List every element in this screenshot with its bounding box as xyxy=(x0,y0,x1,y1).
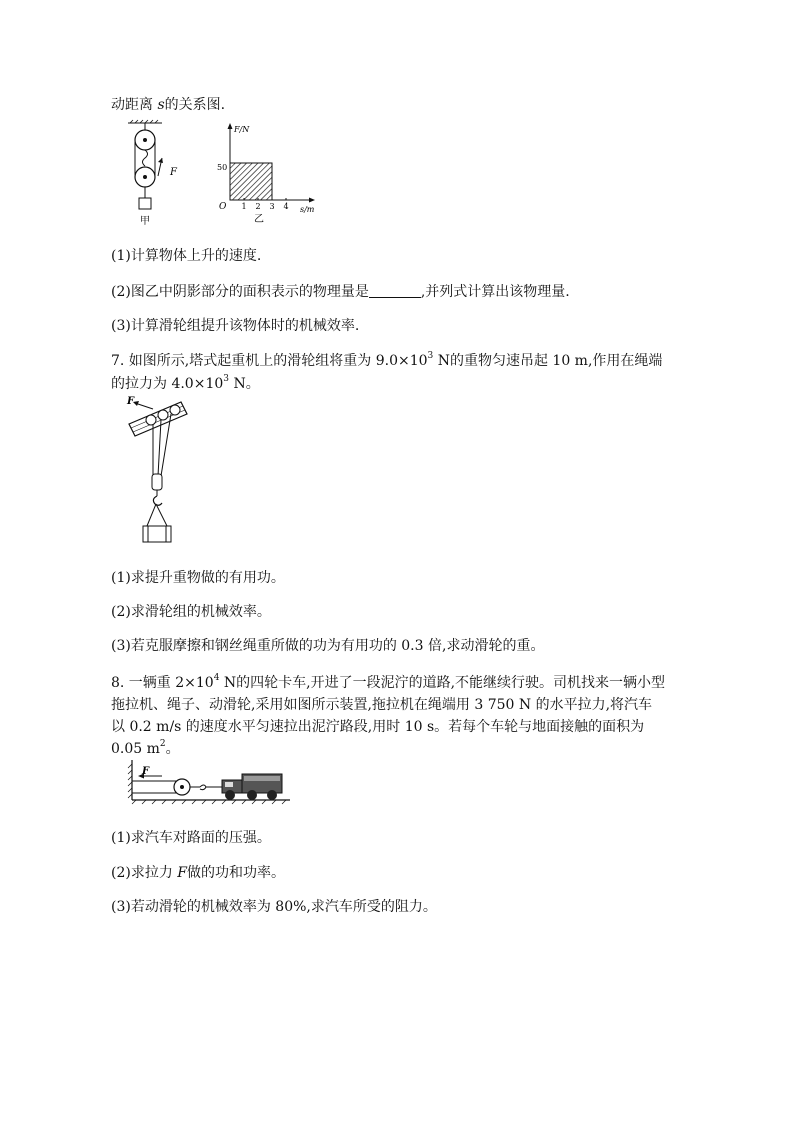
q8-line4-exp: 2 xyxy=(159,739,166,749)
fig-caption-jia: 甲 xyxy=(140,216,150,227)
truck-pulley-figure xyxy=(126,760,292,806)
q8-part2-pre: (2)求拉力 xyxy=(111,865,178,881)
intro-var-s: s xyxy=(157,97,165,113)
q7-line2-b: N。 xyxy=(229,376,260,392)
q8-line3: 以 0.2 m/s 的速度水平匀速拉出泥泞路段,用时 10 s。若每个车轮与地面接触的面积为 xyxy=(111,719,645,735)
crane-pulley-figure xyxy=(125,396,205,546)
q8-part2 xyxy=(111,864,285,882)
fs-graph-yi xyxy=(210,120,320,230)
q8-part2-post: 做的功和功率。 xyxy=(187,865,285,881)
q7-part1: (1)求提升重物做的有用功。 xyxy=(111,570,285,586)
q8-part2-var: F xyxy=(177,865,187,881)
q6-part2 xyxy=(111,283,570,301)
q7-line1-b: N的重物匀速吊起 10 m,作用在绳端 xyxy=(433,353,663,369)
q6-part1: (1)计算物体上升的速度. xyxy=(111,248,262,264)
origin-label: O xyxy=(219,202,227,212)
q7-line2 xyxy=(111,375,260,393)
q7-part2: (2)求滑轮组的机械效率。 xyxy=(111,604,271,620)
intro-line xyxy=(111,96,225,114)
q7-line2-a: 的拉力为 4.0×10 xyxy=(111,376,224,392)
truck-force-label: F xyxy=(142,766,150,777)
q6-answer-blank[interactable] xyxy=(369,285,421,298)
q8-line4-a: 0.05 m xyxy=(111,741,160,757)
x-tick-label: 1 xyxy=(241,202,247,211)
pulley-figure-jia xyxy=(118,120,198,230)
pulley-force-label: F xyxy=(170,167,177,178)
q7-line1-a: 7. 如图所示,塔式起重机上的滑轮组将重为 9.0×10 xyxy=(111,353,428,369)
y-axis-label: F/N xyxy=(234,125,250,134)
q6-part3: (3)计算滑轮组提升该物体时的机械效率. xyxy=(111,318,360,334)
q8-line1-b: N的四轮卡车,开进了一段泥泞的道路,不能继续行驶。司机找来一辆小型 xyxy=(219,675,666,691)
x-tick-label: 3 xyxy=(269,202,275,211)
x-tick-label: 2 xyxy=(255,202,261,211)
intro-pre: 动距离 xyxy=(111,97,158,113)
q7-line1 xyxy=(111,352,662,370)
shaded-area xyxy=(230,163,272,200)
q8-line4-b: 。 xyxy=(165,741,180,757)
q8-line1-exp: 4 xyxy=(213,673,220,683)
q7-line1-exp: 3 xyxy=(427,351,434,361)
q8-line2: 拖拉机、绳子、动滑轮,采用如图所示装置,拖拉机在绳端用 3 750 N 的水平拉力,将汽车 xyxy=(111,697,653,713)
x-tick-label: 4 xyxy=(283,202,289,211)
q7-line2-exp: 3 xyxy=(223,374,229,384)
q8-part1: (1)求汽车对路面的压强。 xyxy=(111,830,271,846)
q8-line1 xyxy=(111,674,665,692)
y-tick-50: 50 xyxy=(217,163,228,172)
q8-line4 xyxy=(111,740,180,758)
crane-force-label: F xyxy=(127,396,135,407)
q6-part2-post: ,并列式计算出该物理量. xyxy=(420,284,570,300)
q6-part2-pre: (2)图乙中阴影部分的面积表示的物理量是 xyxy=(111,284,369,300)
q8-part3: (3)若动滑轮的机械效率为 80%,求汽车所受的阻力。 xyxy=(111,899,437,915)
fig-caption-yi: 乙 xyxy=(254,214,264,225)
q7-part3: (3)若克服摩擦和钢丝绳重所做的功为有用功的 0.3 倍,求动滑轮的重。 xyxy=(111,638,545,654)
q8-line1-a: 8. 一辆重 2×10 xyxy=(111,675,214,691)
x-axis-label: s/m xyxy=(300,205,315,214)
intro-post: 的关系图. xyxy=(164,97,226,113)
